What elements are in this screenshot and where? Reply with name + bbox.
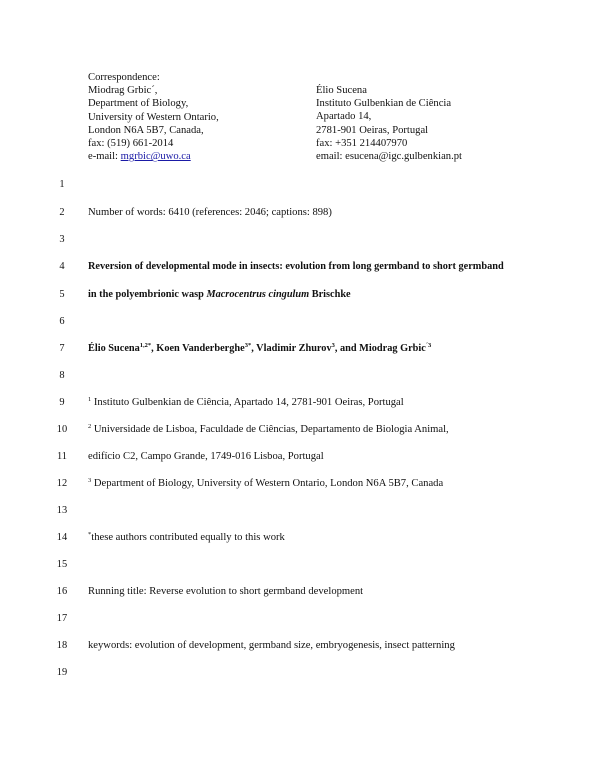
affiliation-1-text: Instituto Gulbenkian de Ciência, Apartado 14, 2781-901 Oeiras, Portugal [91, 397, 404, 408]
line-number: 4 [59, 261, 65, 272]
author-4: , and Miodrag Grbic [334, 343, 426, 354]
corr-right-inst: Instituto Gulbenkian de Ciência [316, 98, 452, 110]
line-number: 7 [59, 343, 65, 354]
equal-contribution-note [88, 532, 285, 544]
corr-left-email-line [88, 150, 219, 163]
equal-contribution-text: these authors contributed equally to this work [91, 532, 285, 543]
line-number: 11 [56, 451, 67, 462]
correspondence-left [88, 71, 219, 163]
author-2: , Koen Vanderberghe [151, 343, 245, 354]
title-prefix: in the polyembrionic wasp [88, 289, 207, 300]
author-1-affil: 1,2* [139, 342, 152, 349]
line-number: 10 [56, 424, 68, 435]
word-count: Number of words: 6410 (references: 2046; captions: 898) [88, 207, 332, 218]
line-number: 12 [56, 478, 68, 489]
corr-left-email-prefix: e-mail: [88, 151, 121, 163]
correspondence-right [316, 84, 462, 163]
line-number: 6 [59, 316, 65, 327]
line-number: 9 [59, 397, 65, 408]
corr-right-name: Élio Sucena [316, 85, 367, 96]
line-number: 16 [56, 586, 68, 597]
corr-left-name: Miodrag Grbic´, [88, 85, 158, 97]
line-number: 15 [56, 559, 68, 570]
line-number: 14 [56, 532, 68, 543]
title-suffix: Brischke [309, 289, 351, 300]
line-number: 17 [56, 613, 68, 624]
affiliation-1-marker: 1 [88, 396, 92, 403]
corr-right-fax: fax: +351 214407970 [316, 137, 408, 149]
email-link[interactable]: mgrbic@uwo.ca [120, 151, 191, 163]
line-number: 8 [59, 370, 65, 381]
author-2-affil: 3* [244, 342, 252, 349]
title-line-1: Reversion of developmental mode in insects: evolution from long germband to short germband [88, 261, 504, 272]
affiliation-2-marker: 2 [88, 423, 92, 430]
corr-right-email: email: esucena@igc.gulbenkian.pt [316, 151, 462, 163]
line-number: 1 [59, 179, 65, 190]
affiliation-2-cont: edifício C2, Campo Grande, 1749-016 Lisboa, Portugal [88, 451, 324, 462]
correspondence-heading: Correspondence: [88, 72, 160, 83]
author-3: , Vladimir Zhurov [251, 343, 332, 354]
affiliation-3-marker: 3 [88, 477, 92, 484]
line-number: 3 [59, 234, 65, 245]
equal-contribution-marker: * [88, 531, 92, 538]
author-3-affil: 3 [331, 342, 335, 349]
author-4-affil: ´3 [425, 342, 432, 349]
line-number: 13 [56, 505, 68, 516]
affiliation-1 [88, 397, 404, 409]
affiliation-2 [88, 424, 449, 436]
title-line-2 [88, 289, 351, 301]
affiliation-3-text: Department of Biology, University of Western Ontario, London N6A 5B7, Canada [91, 478, 444, 489]
corr-right-city: 2781-901 Oeiras, Portugal [316, 124, 429, 136]
species-name: Macrocentrus cingulum [206, 289, 310, 300]
line-number: 19 [56, 667, 68, 678]
keywords: keywords: evolution of development, germband size, embryogenesis, insect patterning [88, 640, 455, 651]
corr-left-city: London N6A 5B7, Canada, [88, 124, 204, 136]
affiliation-2-text: Universidade de Lisboa, Faculdade de Ciências, Departamento de Biologia Animal, [91, 424, 449, 435]
running-title: Running title: Reverse evolution to short germband development [88, 586, 364, 597]
author-line [88, 343, 431, 355]
corr-right-address: Apartado 14, [316, 111, 372, 123]
corr-left-dept: Department of Biology, [88, 98, 189, 110]
line-number: 2 [59, 207, 65, 218]
affiliation-3 [88, 478, 443, 490]
corr-left-fax: fax: (519) 661-2014 [88, 138, 174, 150]
author-1: Élio Sucena [88, 343, 140, 354]
line-number: 18 [56, 640, 68, 651]
line-number: 5 [59, 289, 65, 300]
corr-left-univ: University of Western Ontario, [88, 111, 219, 123]
